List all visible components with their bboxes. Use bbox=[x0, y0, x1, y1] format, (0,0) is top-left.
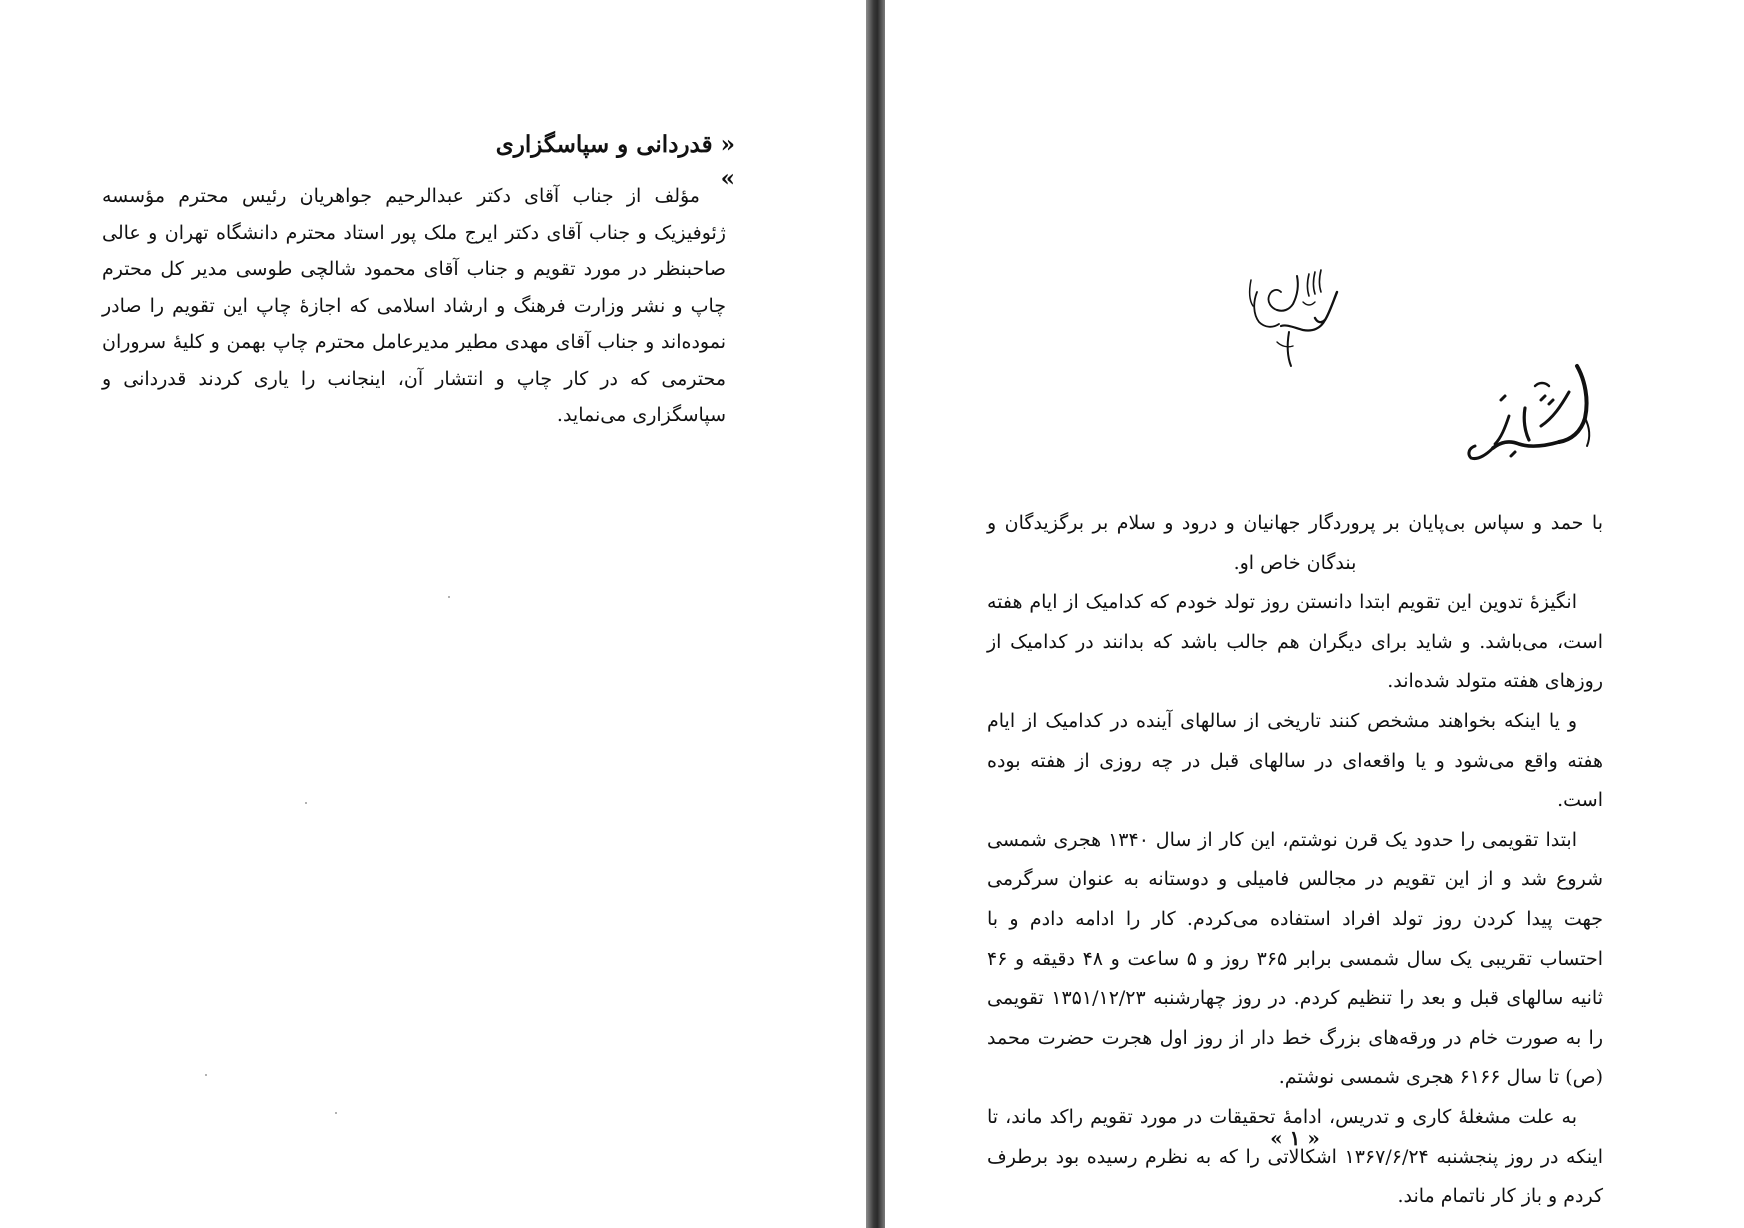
left-page bbox=[0, 0, 866, 1228]
page-number: « ۱ » bbox=[1270, 1126, 1320, 1150]
preface-heading-calligraphy bbox=[1465, 356, 1595, 474]
basmala-calligraphy bbox=[1237, 262, 1349, 374]
right-page bbox=[885, 0, 1744, 1228]
acknowledgement-title: « قدردانی و سپاسگزاری » bbox=[495, 131, 735, 192]
preface-paragraph: با حمد و سپاس بی‌پایان بر پروردگار جهانیان و درود و سلام بر برگزیدگان و بندگان خاص او. bbox=[987, 512, 1603, 574]
preface-paragraph: به علت مشغلهٔ کاری و تدریس، ادامهٔ تحقیقات در مورد تقویم راکد ماند، تا اینکه در روز پنجشنبه ۱۳۶۷/۶/۲۴ اشکالاتی را که به نظرم رسیده بود برطرف کردم و باز کار ناتمام ماند. bbox=[987, 1105, 1603, 1208]
book-spine bbox=[866, 0, 885, 1228]
acknowledgement-paragraph: مؤلف از جناب آقای دکتر عبدالرحیم جواهریان رئیس محترم مؤسسه ژئوفیزیک و جناب آقای دکتر ایرج ملک پور استاد محترم دانشگاه تهران و عالی صاحبنظر در مورد تقویم و جناب آقای محمود شالچی طوسی مدیر کل محترم چاپ و نشر وزارت فرهنگ و ارشاد اسلامی که اجازهٔ چاپ این تقویم را صادر نموده‌اند و جناب آقای مهدی مطیر مدیرعامل محترم چاپ بهمن و کلیهٔ سروران محترمی که در کار چاپ و انتشار آن، اینجانب را یاری کردند قدردانی و سپاسگزاری می‌نماید. bbox=[102, 185, 726, 426]
preface-paragraph: و یا اینکه بخواهند مشخص کنند تاریخی از سالهای آینده در کدامیک از ایام هفته واقع می‌شود و یا واقعه‌ای در سالهای قبل در چه روزی از هفته بوده است. bbox=[987, 709, 1603, 812]
scan-specks bbox=[0, 0, 866, 1228]
preface-body bbox=[987, 504, 1603, 1217]
preface-paragraph: ابتدا تقویمی را حدود یک قرن نوشتم، این کار از سال ۱۳۴۰ هجری شمسی شروع شد و از این تقویم در مجالس فامیلی و دوستانه به عنوان سرگرمی جهت پیدا کردن روز تولد افراد استفاده می‌کردم. کار را ادامه دادم و با احتساب تقریبی یک سال شمسی برابر ۳۶۵ روز و ۵ ساعت و ۴۸ دقیقه و ۴۶ ثانیه سالهای قبل و بعد را تنظیم کردم. در روز چهارشنبه ۱۳۵۱/۱۲/۲۳ تقویمی را به صورت خام در ورقه‌های بزرگ خط دار از روز اول هجرت حضرت محمد (ص) تا سال ۶۱۶۶ هجری شمسی نوشتم. bbox=[987, 828, 1603, 1089]
preface-paragraph: انگیزهٔ تدوین این تقویم ابتدا دانستن روز تولد خودم که کدامیک از ایام هفته است، می‌باشد. و شاید برای دیگران هم جالب باشد که بدانند در کدامیک از روزهای هفته متولد شده‌اند. bbox=[987, 591, 1603, 693]
